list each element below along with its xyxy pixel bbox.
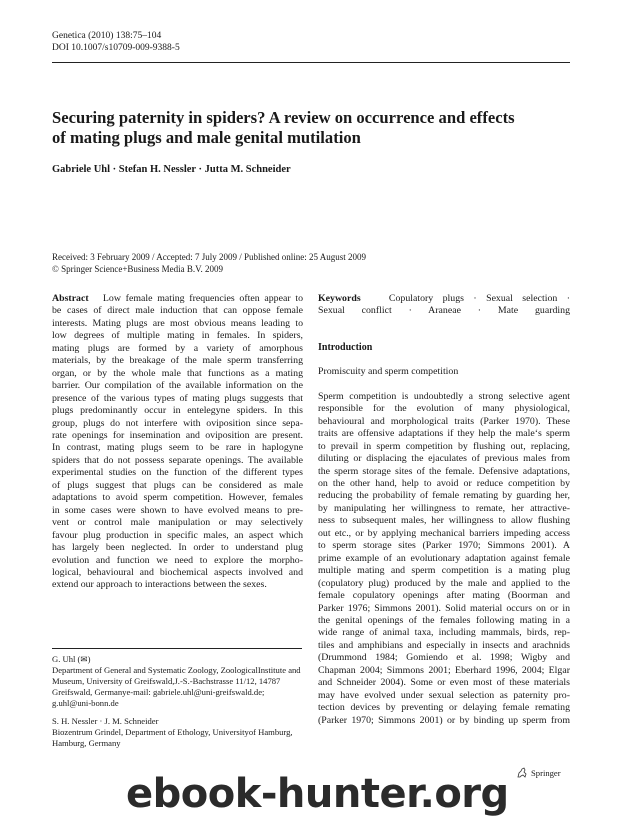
text-line: (Drummond 1984; Gomiendo et al. 1998; Wigby and (318, 652, 570, 664)
text-line: Biozentrum Grindel, Department of Ethology, University (52, 727, 249, 737)
text-line: in some cases were shown to have evolved means to pre- (52, 504, 303, 516)
history-dates: Received: 3 February 2009 / Accepted: 7 July 2009 / Published online: 25 August 2009 (52, 252, 366, 262)
text-line: reducing the probability of female remating by guarding her, (318, 490, 570, 502)
text-line: plugs predominantly occur in entelegyne spiders. In this (52, 405, 303, 417)
text-line: organ, or by the whole male that functions as a mating (52, 367, 303, 379)
title-line: of mating plugs and male genital mutilation (52, 128, 361, 147)
publisher-name: Springer (531, 768, 561, 778)
text-line: logical, behavioural and biochemical aspects involved and (52, 566, 303, 578)
text-line: the genital openings of the females following mating in a (318, 614, 570, 626)
text-line: of Hamburg, Hamburg, Germany (52, 727, 293, 748)
text-line: Sperm competition is undoubtedly a strong selective agent (318, 390, 570, 402)
text-line: responsible for the evolution of many physiological, (318, 403, 570, 415)
affiliations (52, 654, 304, 749)
publisher-logo (516, 767, 561, 779)
text-line: J.-S.-Bachstrasse 11/12, 14787 Greifswald, Germany (52, 676, 281, 697)
affiliation-2 (52, 727, 304, 749)
text-line: Institute and Museum, University of Greifswald, (52, 665, 301, 686)
text-line: diluting or displacing the ejaculates of previous males from (318, 453, 570, 465)
text-line: spiders that do not possess separate openings. The available (52, 454, 303, 466)
text-line: adaptations to avoid sperm competition. However, females (52, 492, 303, 504)
text-line: by manipulating her willingness to remate, her attractive- (318, 502, 570, 514)
spacer (318, 379, 570, 391)
keywords-label: Keywords (318, 293, 361, 304)
text-line: Department of General and Systematic Zoology, Zoological (52, 665, 258, 675)
keywords (318, 293, 570, 305)
text-line: (copulatory plug) produced by the male and applied to the (318, 577, 570, 589)
text-line: (Parker 1970; Simmons 2001) or by binding up sperm from (318, 714, 570, 726)
abstract (52, 293, 303, 592)
subsection-heading: Promiscuity and sperm competition (318, 366, 459, 378)
text-line: wide range of animal taxa, including mammals, birds, rep- (318, 627, 570, 639)
text-line: to prevail in sperm competition by flushing out, replacing, (318, 440, 570, 452)
copyright: © Springer Science+Business Media B.V. 2009 (52, 263, 223, 274)
text-line: multiple mating and sperm competition is a mating plug (318, 565, 570, 577)
keywords-text: Sexual conflict · Araneae · Mate guarding (318, 305, 570, 317)
text-line: of plugs suggest that plugs can be considered as male (52, 479, 303, 491)
text-line: and Schneider 2004). Some or even most of these materials (318, 677, 570, 689)
text-line: favour plug production in specific males, an aspect which (52, 529, 303, 541)
springer-horse-icon (516, 767, 528, 779)
spacer (318, 330, 570, 342)
affiliation-authors: S. H. Nessler · J. M. Schneider (52, 716, 159, 726)
author-list: Gabriele Uhl · Stefan H. Nessler · Jutta M. Schneider (52, 164, 291, 175)
abstract-first-line (52, 293, 303, 305)
spacer (318, 318, 570, 330)
watermark: ebook-hunter.org (126, 771, 509, 817)
abstract-label: Abstract (52, 293, 89, 304)
text-line: evolution and function we need to explore the morpho- (52, 554, 303, 566)
text-line: In contrast, mating plugs seem to be rare in haplogyne (52, 442, 303, 454)
text-line: e-mail: gabriele.uhl@uni-greifswald.de; g.uhl@uni-bonn.de (52, 687, 265, 708)
header-rule (52, 62, 570, 63)
journal-citation: Genetica (2010) 138:75–104 (52, 31, 162, 41)
text-line: experimental studies on the function of the different types (52, 467, 303, 479)
text-line: out etc., or by applying mechanical barriers impeding access (318, 527, 570, 539)
corresponding-author: G. Uhl (✉) (52, 654, 91, 664)
text-line: extend our approach to interactions between the sexes. (52, 579, 267, 591)
doi: DOI 10.1007/s10709-009-9388-5 (52, 43, 180, 53)
text-line: vent or control male manipulation or may selectively (52, 517, 303, 529)
text-line: materials, by the breakage of the male sperm transferring (52, 355, 303, 367)
text-line: Parker 1976; Simmons 2001). Solid material occurs on or in (318, 602, 570, 614)
text-line: prime example of an evolutionary adaptation against female (318, 552, 570, 564)
affiliation-rule (52, 648, 302, 649)
text-line: female copulatory openings after mating (Boorman and (318, 590, 570, 602)
text-line: the sperm storage sites of the female. Defensive adaptations, (318, 465, 570, 477)
journal-info (52, 30, 180, 54)
title-line: Securing paternity in spiders? A review on occurrence and effects (52, 108, 515, 127)
keywords-text: Copulatory plugs · Sexual selection · (388, 293, 570, 304)
text-line: mating plugs are formed by a variety of amorphous (52, 342, 303, 354)
text-line: rate openings for insemination and oviposition are present. (52, 429, 303, 441)
introduction-body (318, 391, 570, 727)
spacer (52, 709, 304, 716)
text-line: may have evolved under sexual selection as paternity pro- (318, 689, 570, 701)
text-line: barrier. Our compilation of the available information on the (52, 380, 303, 392)
text-line: low degrees of multiple mating in females. In spiders, (52, 330, 303, 342)
spacer (318, 354, 570, 366)
text-line: be cases of direct male induction that can oppose female (52, 305, 303, 317)
text-line: behavioural and morphological traits (Parker 1970). These (318, 415, 570, 427)
text-line: Chapman 2004; Simmons 2001; Eberhard 1996, 2004; Elgar (318, 664, 570, 676)
text-line: interests. Mating plugs are most obvious means leading to (52, 317, 303, 329)
text-line: to sperm storage sites (Parker 1970; Simmons 2001). A (318, 540, 570, 552)
section-heading: Introduction (318, 341, 373, 353)
text-line: has largely been neglected. In order to understand plug (52, 542, 303, 554)
text-line: tection devices by preventing or delaying female remating (318, 702, 570, 714)
affiliation-1 (52, 665, 304, 709)
text-line: traits are offensive adaptations if they help the male‘s sperm (318, 428, 570, 440)
article-title (52, 108, 552, 148)
text-line: group, plugs do not interfere with oviposition since sepa- (52, 417, 303, 429)
text-line: tiles and amphibians and especially in insects and arachnids (318, 639, 570, 651)
abstract-line: Low female mating frequencies often appear to (102, 293, 304, 304)
text-line: ness to subsequent males, her willingness to allow flushing (318, 515, 570, 527)
text-line: presence of the various types of mating plugs suggests that (52, 392, 303, 404)
right-column (318, 293, 570, 727)
text-line: on the other hand, help to avoid or reduce competition by (318, 477, 570, 489)
article-history (52, 252, 366, 275)
